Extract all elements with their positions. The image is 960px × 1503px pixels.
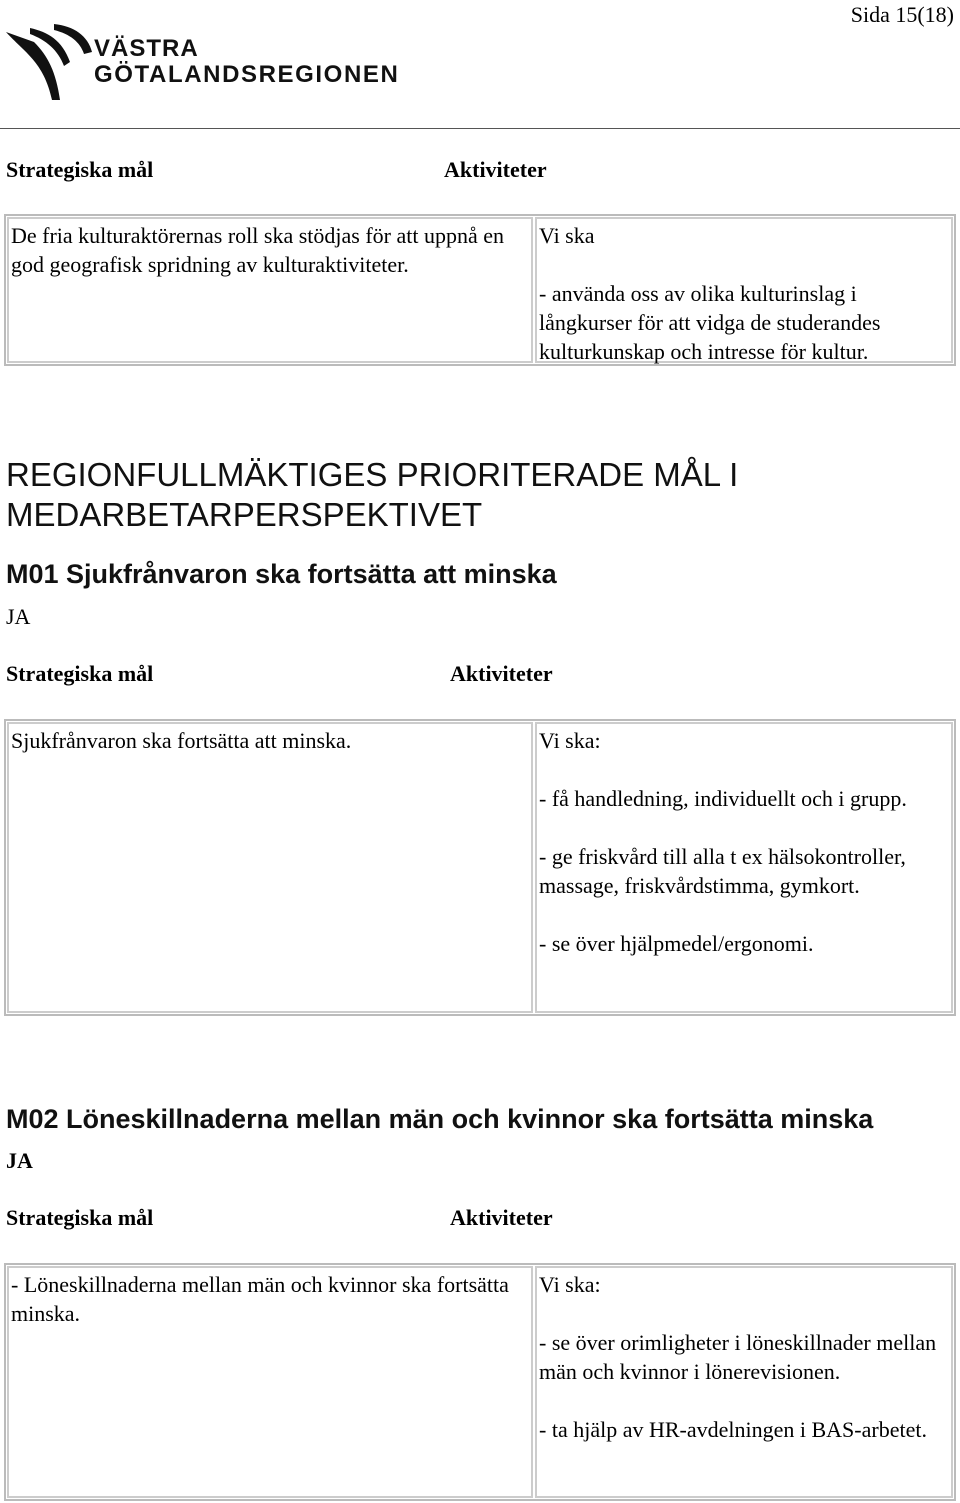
logo-line-1: VÄSTRA	[94, 35, 199, 62]
goal-table-m02	[4, 1263, 956, 1501]
goal-text: Sjukfrånvaron ska fortsätta att minska.	[11, 728, 352, 753]
goal-title-m01: M01 Sjukfrånvaron ska fortsätta att minska	[6, 559, 557, 589]
section-heading-line-1: REGIONFULLMÄKTIGES PRIORITERADE MÅL I	[6, 456, 739, 493]
region-logo	[4, 22, 400, 112]
activity-item: - ta hjälp av HR-avdelningen i BAS-arbetet.	[539, 1417, 927, 1442]
goal-cell	[7, 722, 533, 1013]
goal-table-m01	[4, 719, 956, 1016]
goal-cell	[7, 217, 533, 363]
goal-status-m01: JA	[6, 604, 31, 629]
col-label-strategic-goals: Strategiska mål	[6, 661, 154, 686]
activities-intro: Vi ska:	[539, 728, 601, 753]
section-heading	[6, 455, 738, 535]
section-heading-line-2: MEDARBETARPERSPEKTIVET	[6, 496, 483, 533]
goal-table-culture	[4, 214, 956, 366]
goal-text: - Löneskillnaderna mellan män och kvinnor ska fortsätta minska.	[11, 1272, 509, 1326]
col-label-activities: Aktiviteter	[450, 1205, 553, 1230]
activities-cell	[535, 722, 953, 1013]
activity-item: - använda oss av olika kulturinslag i långkurser för att vidga de studerandes kulturkunskap och intresse för kultur.	[539, 281, 881, 364]
goal-cell	[7, 1266, 533, 1498]
activity-item: - ge friskvård till alla t ex hälsokontroller, massage, friskvårdstimma, gymkort.	[539, 844, 906, 898]
col-label-strategic-goals: Strategiska mål	[6, 1205, 154, 1230]
goal-text: De fria kulturaktörernas roll ska stödjas för att uppnå en god geografisk spridning av kulturaktiviteter.	[11, 223, 505, 277]
activity-item: - få handledning, individuellt och i grupp.	[539, 786, 907, 811]
activities-intro: Vi ska:	[539, 1272, 601, 1297]
header-divider	[0, 128, 960, 129]
activities-cell	[535, 217, 953, 363]
activity-item: - se över hjälpmedel/ergonomi.	[539, 931, 814, 956]
goal-status-m02: JA	[6, 1148, 33, 1173]
page-number: Sida 15(18)	[850, 2, 954, 27]
goal-title-m02: M02 Löneskillnaderna mellan män och kvinnor ska fortsätta minska	[6, 1104, 874, 1134]
logo-mark-icon	[4, 22, 94, 112]
col-label-activities: Aktiviteter	[450, 661, 553, 686]
logo-line-2: GÖTALANDSREGIONEN	[94, 61, 400, 88]
activities-cell	[535, 1266, 953, 1498]
activity-item: - se över orimligheter i löneskillnader mellan män och kvinnor i lönerevisionen.	[539, 1330, 937, 1384]
col-label-activities: Aktiviteter	[444, 157, 547, 182]
col-label-strategic-goals: Strategiska mål	[6, 157, 154, 182]
activities-intro: Vi ska	[539, 223, 595, 248]
